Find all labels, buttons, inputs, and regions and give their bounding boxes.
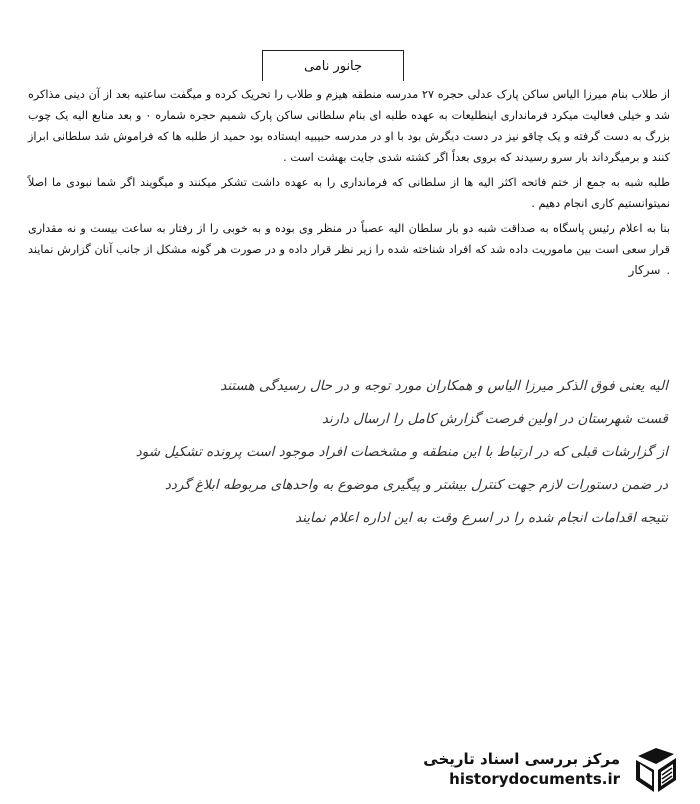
- archive-footer-text: [423, 750, 620, 788]
- typed-paragraph-3: [28, 218, 670, 281]
- typed-paragraph-1: از طلاب بنام میرزا الیاس ساکن پارک عدلی حجره ۲۷ مدرسه منطقه هیزم و طلاب را تحریک کرده و میگفت ساعتیه بعد از آن دینی مذاکره شد و خیلی فعالیت میکرد فرمانداری اینطلیعات به عهده طلبه ای بنام سلطانی ساکن پارک شمیم حجره شماره ۰ و بعد منابع الیه یک چوب بزرگ به دست گرفته و یک چاقو نیز در دست دیگرش بود با او در مدرسه حبیبیه ایستاده بود حمید از طلبه ها که فراموش شد سلطانی ابراز کنند و برمیگرداند بار سرو رسیدند که بروی بعداً اگر کشته شدی جایت بهشت است .: [28, 88, 670, 164]
- document-header-text: جانور نامی: [303, 58, 363, 74]
- document-header-box: [262, 50, 404, 81]
- handwritten-notes: [34, 370, 668, 535]
- typed-paragraph-2: طلبه شبه به جمع از ختم فاتحه اکثر الیه ها از سلطانی که فرمانداری را به عهده داشت تشکر میکنند و میگویند اگر شما نبودی ما اصلاً نمیتوانستیم کاری انجام دهیم .: [28, 176, 670, 210]
- handwritten-line-5: نتیجه اقدامات انجام شده را در اسرع وقت به این اداره اعلام نمایند: [295, 510, 668, 526]
- handwritten-line-2: قست شهرستان در اولین فرصت گزارش کامل را ارسال دارند: [321, 411, 668, 427]
- book-logo-icon: [628, 742, 682, 796]
- typed-report-body: [28, 84, 670, 285]
- typed-signature: سرکار: [628, 263, 661, 277]
- handwritten-line-1: الیه یعنی فوق الذکر میرزا الیاس و همکاران مورد توجه و در حال رسیدگی هستند: [220, 378, 668, 394]
- handwritten-line-3: از گزارشات قبلی که در ارتباط با این منطقه و مشخصات افراد موجود است پرونده تشکیل شود: [135, 444, 668, 460]
- archive-url[interactable]: historydocuments.ir: [449, 770, 620, 788]
- handwritten-line-4: در ضمن دستورات لازم جهت کنترل بیشتر و پیگیری موضوع به واحدهای مربوطه ابلاغ گردد: [164, 477, 668, 493]
- archive-title: مرکز بررسی اسناد تاریخی: [423, 750, 620, 768]
- typed-paragraph-3-text: بنا به اعلام رئیس پاسگاه به صداقت شبه دو بار سلطان الیه عصباً در منظر وی بوده و به خوبی را از رفتار به ساعت بیست و نه مقداری قرار سعی است بین ماموریت داده شد که افراد شناخته شده را زیر نظر قرار داده و در صورت هر گونه مشکل از جانب آنان گزارش نمایند .: [28, 222, 670, 277]
- archive-footer: [423, 742, 682, 796]
